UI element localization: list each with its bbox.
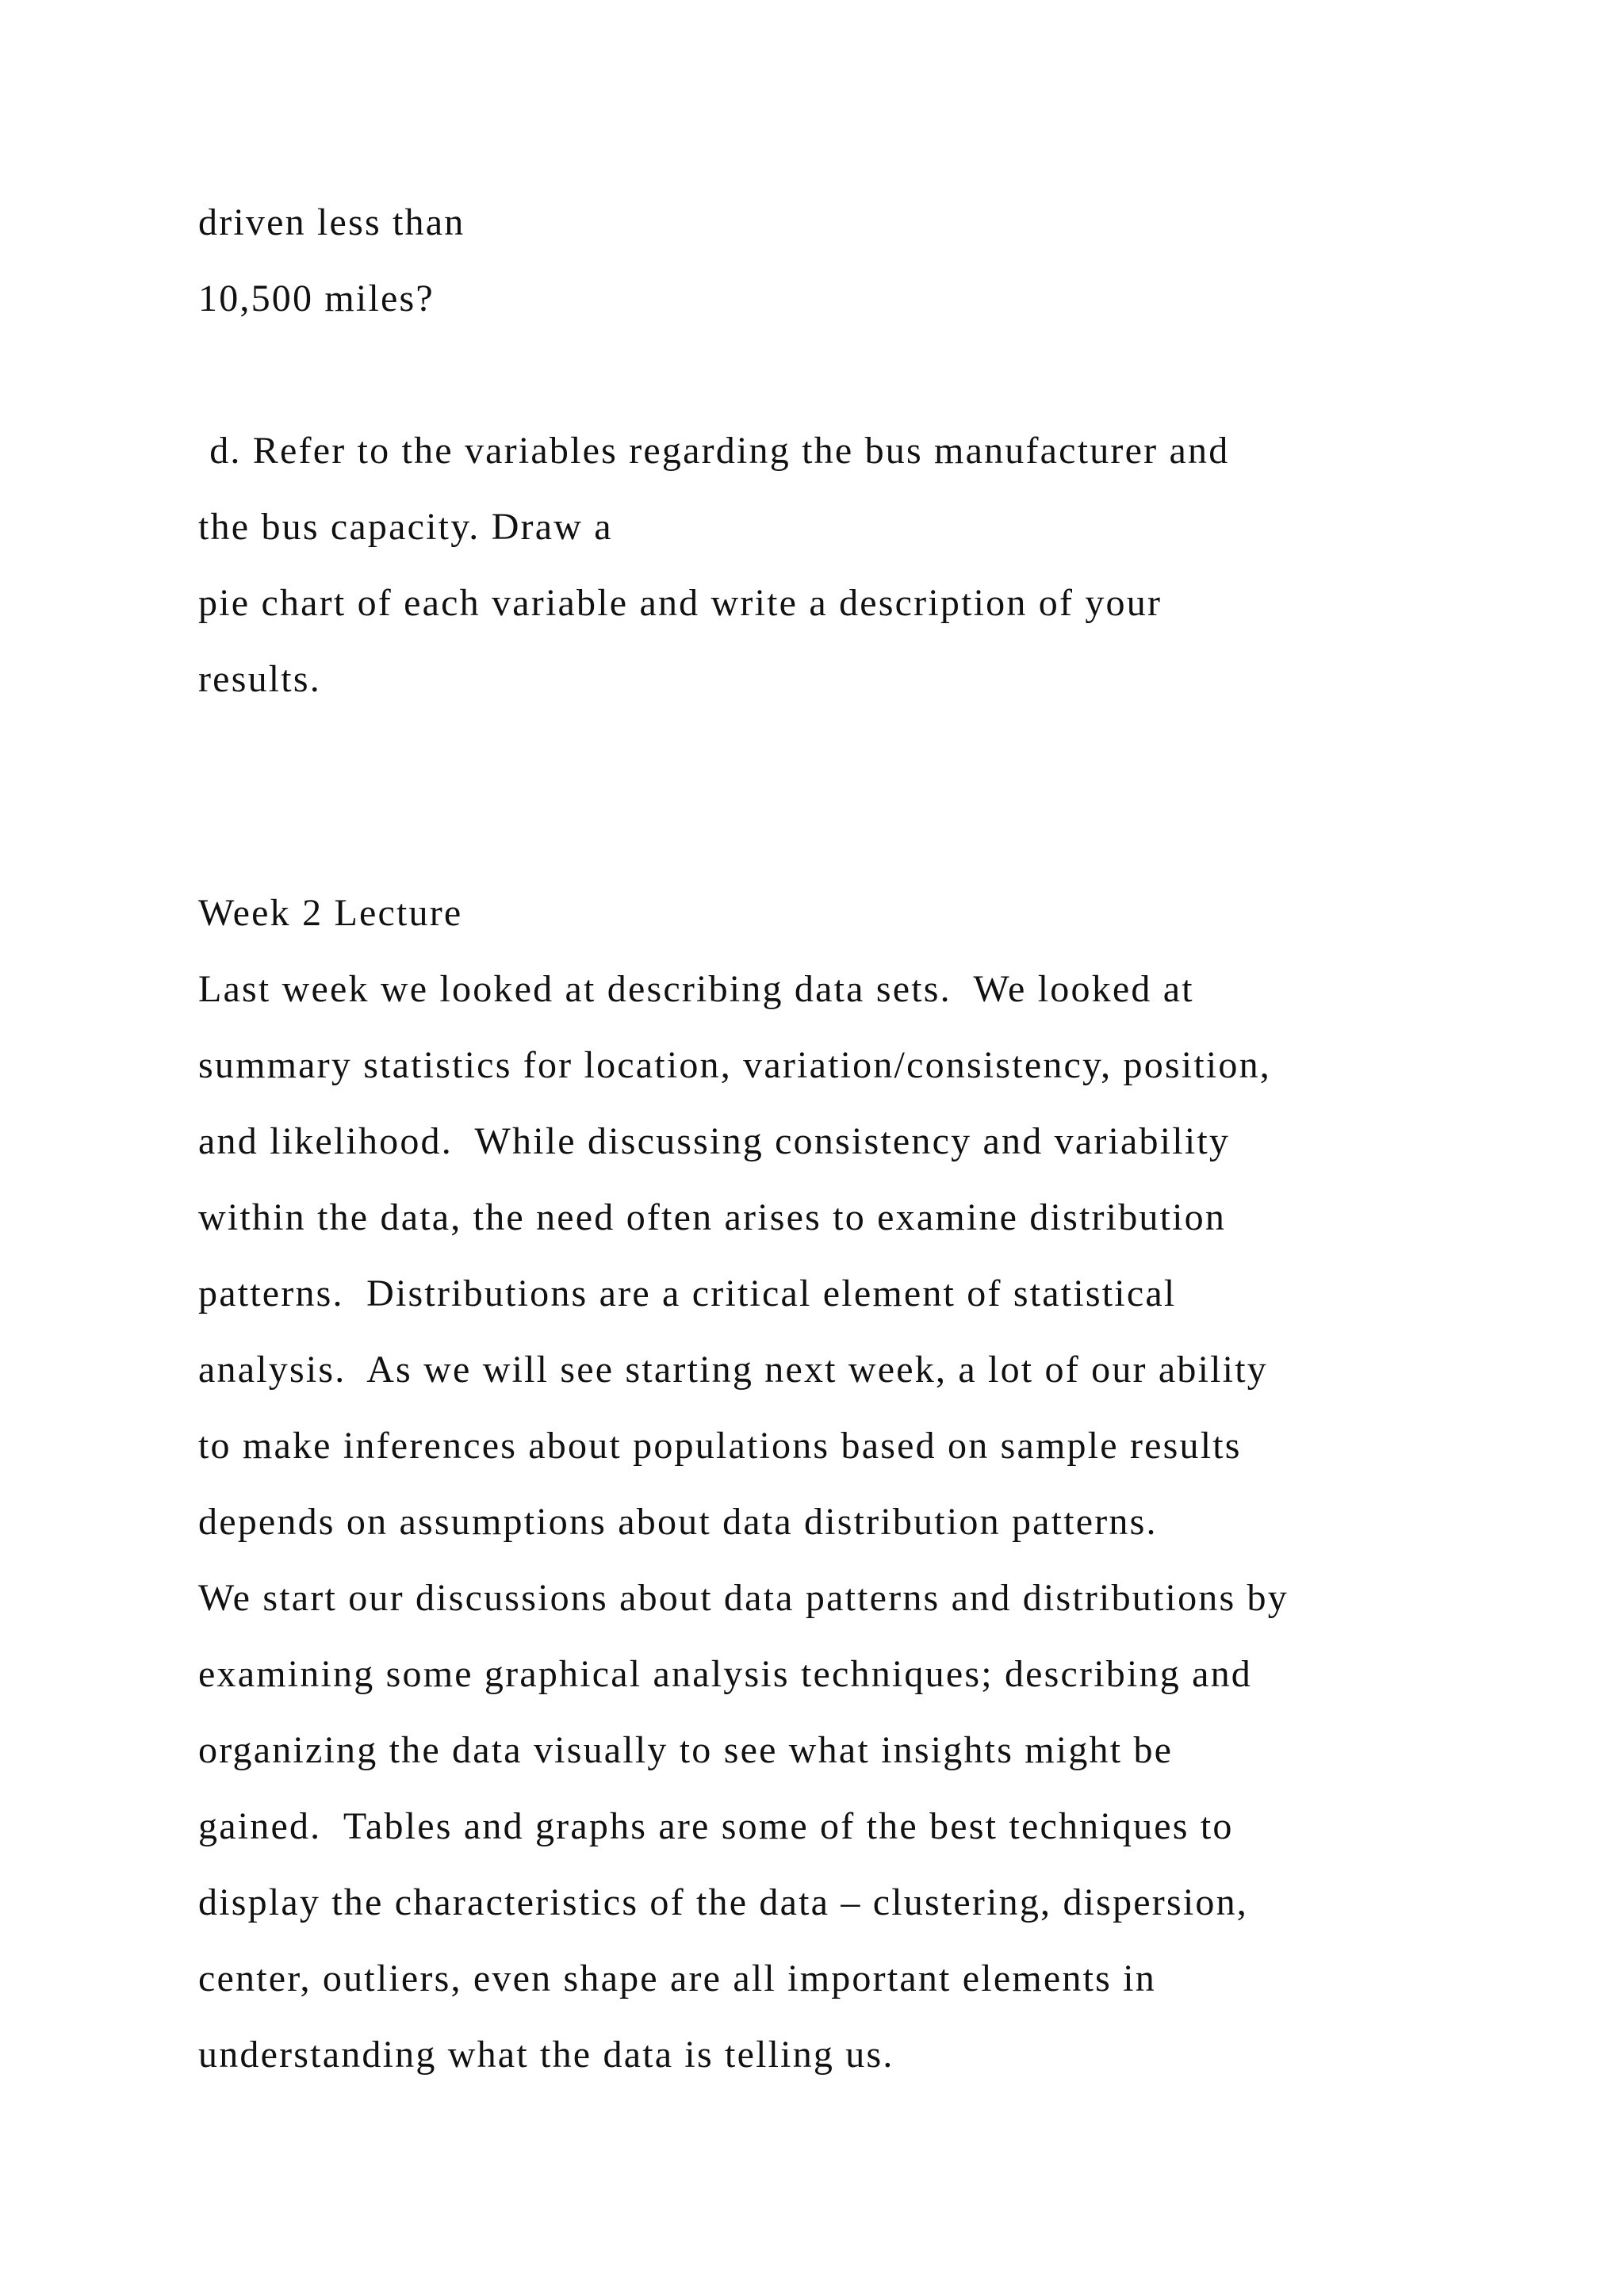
text-line: understanding what the data is telling us. — [198, 2034, 894, 2076]
section-heading: Week 2 Lecture — [198, 892, 463, 934]
text-line: patterns. Distributions are a critical element of statistical — [198, 1272, 1177, 1314]
text-line: depends on assumptions about data distribution patterns. — [198, 1501, 1158, 1543]
text-line: examining some graphical analysis techniques; describing and — [198, 1653, 1252, 1695]
text-line: display the characteristics of the data – clustering, dispersion, — [198, 1881, 1248, 1923]
text-line: Last week we looked at describing data sets. We looked at — [198, 968, 1194, 1010]
text-line: 10,500 miles? — [198, 277, 435, 320]
text-line: center, outliers, even shape are all important elements in — [198, 1957, 1156, 1999]
text-line: and likelihood. While discussing consistency and variability — [198, 1120, 1231, 1162]
continuation-text — [198, 185, 1562, 337]
text-line: to make inferences about populations based on sample results — [198, 1425, 1242, 1467]
text-line: analysis. As we will see starting next week, a lot of our ability — [198, 1349, 1268, 1391]
lecture-section — [198, 875, 1562, 2093]
text-line: gained. Tables and graphs are some of the best techniques to — [198, 1805, 1234, 1847]
text-line: the bus capacity. Draw a — [198, 506, 613, 548]
text-line: We start our discussions about data patterns and distributions by — [198, 1577, 1289, 1619]
text-line: driven less than — [198, 201, 465, 243]
text-line: summary statistics for location, variation/consistency, position, — [198, 1044, 1272, 1086]
text-line: d. Refer to the variables regarding the bus manufacturer and — [198, 430, 1230, 472]
question-d — [198, 413, 1562, 718]
text-line: pie chart of each variable and write a description of your — [198, 582, 1162, 624]
text-line: organizing the data visually to see what insights might be — [198, 1729, 1174, 1771]
text-line: within the data, the need often arises to examine distribution — [198, 1196, 1227, 1238]
text-line: results. — [198, 658, 321, 700]
